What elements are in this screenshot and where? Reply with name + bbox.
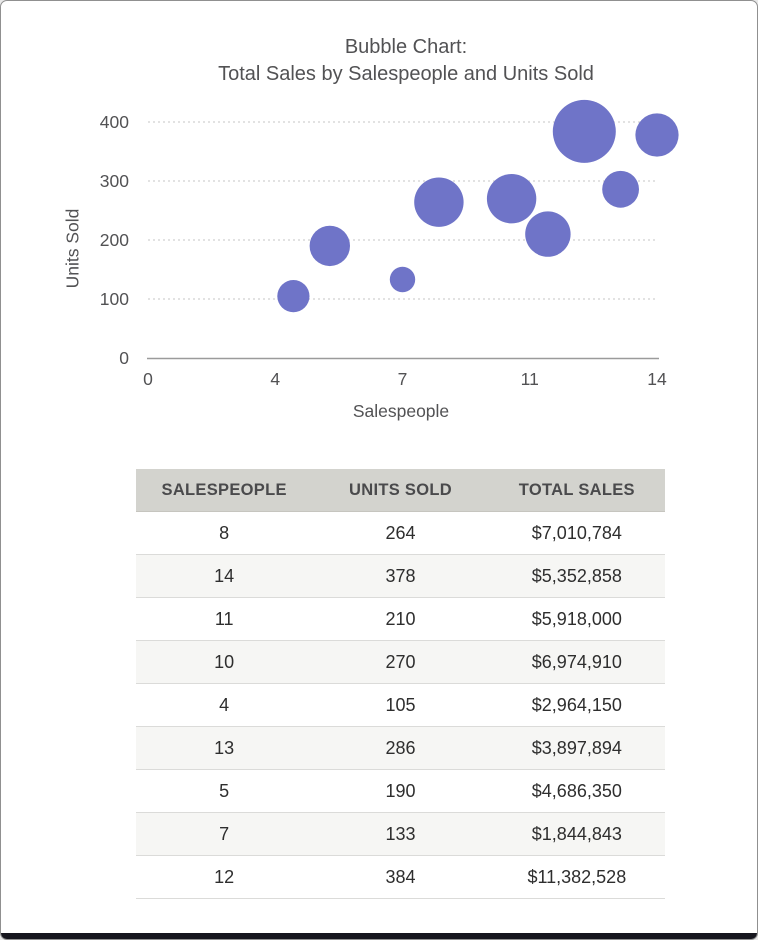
- table-cell: 210: [312, 598, 488, 641]
- bubble-chart-plot: [1, 1, 758, 441]
- table-cell: $4,686,350: [489, 770, 665, 813]
- sales-data-table: [136, 469, 665, 899]
- table-cell: 105: [312, 684, 488, 727]
- table-cell: 7: [136, 813, 312, 856]
- x-tick-label: 7: [397, 369, 408, 389]
- table-cell: 270: [312, 641, 488, 684]
- table-row: [136, 598, 665, 641]
- table-cell: 5: [136, 770, 312, 813]
- bubble: [487, 174, 536, 223]
- x-tick-label: 11: [520, 369, 539, 389]
- bubble: [390, 267, 415, 292]
- y-axis-title: Units Sold: [62, 208, 83, 289]
- chart-title-line1: Bubble Chart:: [344, 36, 468, 58]
- bubble: [602, 171, 639, 208]
- column-header-salespeople: SALESPEOPLE: [136, 469, 312, 512]
- chart-title-line2: Total Sales by Salespeople and Units Sold: [218, 63, 594, 85]
- y-tick-label: 100: [99, 289, 129, 309]
- table-cell: $2,964,150: [489, 684, 665, 727]
- bubble: [277, 280, 309, 312]
- table-cell: 4: [136, 684, 312, 727]
- table-cell: 11: [136, 598, 312, 641]
- y-tick-label: 200: [99, 230, 129, 250]
- table-cell: 378: [312, 555, 488, 598]
- table-cell: 10: [136, 641, 312, 684]
- table-cell: 12: [136, 856, 312, 899]
- bubble: [525, 211, 570, 256]
- table-cell: 264: [385, 522, 416, 543]
- bubble: [414, 178, 463, 227]
- window-bottom-edge: [1, 933, 757, 939]
- bubble: [310, 226, 350, 266]
- table-body: [136, 512, 665, 899]
- table-cell: $3,897,894: [489, 727, 665, 770]
- table-row: [136, 512, 665, 555]
- table-cell: 190: [312, 770, 488, 813]
- table-cell: 286: [312, 727, 488, 770]
- x-axis-title: Salespeople: [352, 401, 450, 421]
- y-tick-label: 400: [99, 112, 129, 132]
- x-tick-label: 0: [143, 369, 153, 389]
- table-row: [136, 684, 665, 727]
- table-cell: $6,974,910: [489, 641, 665, 684]
- x-tick-label: 4: [270, 369, 281, 389]
- table-row: [136, 856, 665, 899]
- table-cell: $5,918,000: [489, 598, 665, 641]
- table-cell: 14: [136, 555, 312, 598]
- table-row: [136, 555, 665, 598]
- bubble: [553, 100, 616, 163]
- y-tick-label: 300: [99, 171, 129, 191]
- column-header-total-sales: TOTAL SALES: [489, 469, 665, 512]
- table-row: [136, 727, 665, 770]
- table-row: [136, 770, 665, 813]
- column-header-units-sold: UNITS SOLD: [312, 469, 488, 512]
- table-cell: 8: [219, 522, 230, 543]
- table-header-row: [136, 469, 665, 512]
- table-cell: $5,352,858: [489, 555, 665, 598]
- table-cell: $7,010,784: [531, 522, 622, 543]
- table-cell: $1,844,843: [489, 813, 665, 856]
- table-cell: $11,382,528: [489, 856, 665, 899]
- table-cell: 133: [312, 813, 488, 856]
- bubble: [635, 113, 678, 156]
- table-row: [136, 813, 665, 856]
- table-cell: 13: [136, 727, 312, 770]
- table-cell: 384: [312, 856, 488, 899]
- table-row: [136, 641, 665, 684]
- x-tick-label: 14: [647, 369, 667, 389]
- y-tick-label: 0: [119, 348, 129, 368]
